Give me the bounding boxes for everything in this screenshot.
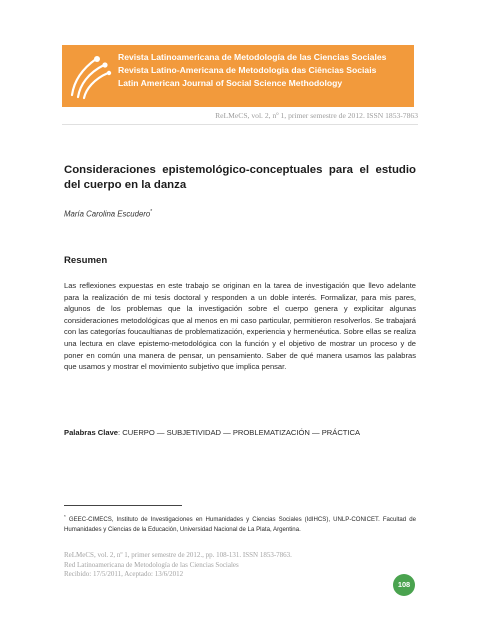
journal-title-es: Revista Latinoamericana de Metodología de las Ciencias Sociales bbox=[118, 52, 387, 62]
article-title: Consideraciones epistemológico-conceptuales para el estudio del cuerpo en la danza bbox=[64, 164, 416, 191]
abstract-text: Las reflexiones expuestas en este trabajo se originan en la tarea de investigación que llevo adelante para la realización de mi tesis doctoral y responden a un doble interés. Formalizar, para mis pares, algunos de los problemas que la investigación sobre el cuerpo genera y explicitar algunas consideraciones metodológicas que al menos en mi caso particular, permitieron resolverlos. Se trabajará con las categorías foucaultianas de problematización, experiencia y hermenéutica. Sobre ellas se realiza una lectura en clave epistemo-metodológica con la función y el objetivo de mostrar un proceso y de poner en común una manera de pensar, un pensamiento. Saber de qué manera usamos las palabras que usamos y mostrar el movimiento subjetivo que implica pensar. bbox=[64, 281, 416, 372]
footnote-mark: * bbox=[64, 514, 66, 519]
footnote-divider bbox=[64, 505, 182, 506]
article-author bbox=[64, 209, 152, 219]
abstract-heading: Resumen bbox=[64, 255, 108, 266]
journal-logo-icon bbox=[66, 51, 112, 101]
page-number-badge: 108 bbox=[393, 574, 415, 596]
keywords-list: CUERPO — SUBJETIVIDAD — PROBLEMATIZACIÓN — PRÁCTICA bbox=[122, 428, 361, 437]
author-name: María Carolina Escudero bbox=[64, 209, 151, 219]
keywords-line: Palabras Clave: CUERPO — SUBJETIVIDAD — PROBLEMATIZACIÓN — PRÁCTICA bbox=[64, 428, 361, 437]
header-citation: ReLMeCS, vol. 2, nº 1, primer semestre de 2012. ISSN 1853-7863 bbox=[215, 111, 418, 120]
footer-citation bbox=[64, 551, 292, 580]
footer-citation-line2: Red Latinoamericana de Metodología de las Ciencias Sociales bbox=[64, 560, 239, 569]
footnote-text: GEEC-CIMECS, Instituto de Investigaciones en Humanidades y Ciencias Sociales (IdIHCS), UNLP-CONICET. Facultad de Humanidades y Ciencias de la Educación, Universidad Nacional de La Plata, Argentina. bbox=[64, 516, 416, 534]
journal-banner bbox=[62, 45, 414, 107]
journal-titles bbox=[118, 51, 386, 90]
footer-citation-line1: ReLMeCS, vol. 2, nº 1, primer semestre de 2012., pp. 108-131. ISSN 1853-7863. bbox=[64, 551, 292, 559]
keywords-label: Palabras Clave bbox=[64, 428, 119, 437]
header-divider bbox=[62, 124, 418, 125]
journal-title-en: Latin American Journal of Social Science Methodology bbox=[118, 78, 343, 88]
author-footnote-mark[interactable]: * bbox=[150, 209, 153, 215]
journal-title-pt: Revista Latino-Americana de Metodologia das Ciências Sociais bbox=[118, 65, 377, 75]
footer-citation-line3: Recibido: 17/5/2011, Aceptado: 13/6/2012 bbox=[64, 570, 184, 579]
footnote bbox=[64, 512, 416, 536]
